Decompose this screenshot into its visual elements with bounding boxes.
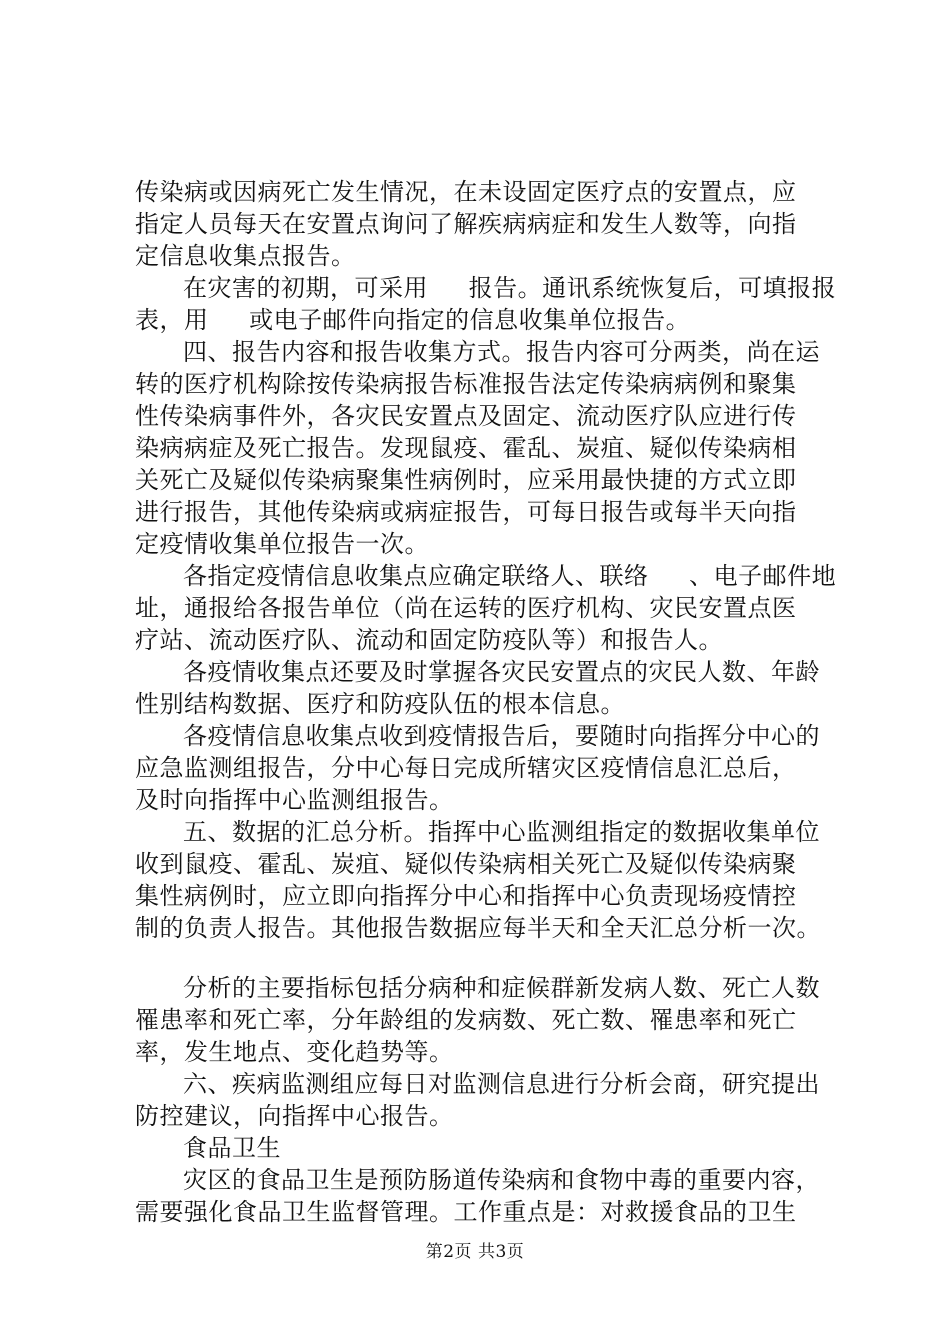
paragraph-gap [135, 944, 835, 972]
section-heading-four: 四、报告内容和报告收集方式。报告内容可分两类，尚在运 [183, 338, 820, 366]
paragraph-start: 各疫情信息收集点收到疫情报告后，要随时向指挥分中心的 [183, 722, 820, 750]
paragraph-start: 灾区的食品卫生是预防肠道传染病和食物中毒的重要内容， [183, 1166, 820, 1194]
text-line: 定疫情收集单位报告一次。 [135, 530, 429, 558]
text-line: 率，发生地点、变化趋势等。 [135, 1038, 454, 1066]
paragraph-start: 各疫情收集点还要及时掌握各灾民安置点的灾民人数、年龄 [183, 658, 820, 686]
paragraph-start: 在灾害的初期，可采用 报告。通讯系统恢复后，可填报报 [183, 274, 837, 302]
text-line: 性别结构数据、医疗和防疫队伍的根本信息。 [135, 690, 625, 718]
text-line: 关死亡及疑似传染病聚集性病例时，应采用最快捷的方式立即 [135, 466, 797, 494]
text-line: 防控建议，向指挥中心报告。 [135, 1102, 454, 1130]
section-heading-six: 六、疾病监测组应每日对监测信息进行分析会商，研究提出 [183, 1070, 820, 1098]
text-line: 染病病症及死亡报告。发现鼠疫、霍乱、炭疽、疑似传染病相 [135, 434, 797, 462]
document-body [135, 176, 835, 1228]
text-line: 需要强化食品卫生监督管理。工作重点是：对救援食品的卫生 [135, 1198, 797, 1226]
text-line: 指定人员每天在安置点询问了解疾病病症和发生人数等，向指 [135, 210, 797, 238]
text-line: 集性病例时，应立即向指挥分中心和指挥中心负责现场疫情控 [135, 882, 797, 910]
text-line: 应急监测组报告，分中心每日完成所辖灾区疫情信息汇总后， [135, 754, 797, 782]
text-line: 进行报告，其他传染病或病症报告，可每日报告或每半天向指 [135, 498, 797, 526]
section-heading-five: 五、数据的汇总分析。指挥中心监测组指定的数据收集单位 [183, 818, 820, 846]
text-line: 制的负责人报告。其他报告数据应每半天和全天汇总分析一次。 [135, 914, 821, 942]
text-line: 性传染病事件外，各灾民安置点及固定、流动医疗队应进行传 [135, 402, 797, 430]
text-line: 及时向指挥中心监测组报告。 [135, 786, 454, 814]
text-line: 传染病或因病死亡发生情况，在未设固定医疗点的安置点，应 [135, 178, 797, 206]
text-line: 转的医疗机构除按传染病报告标准报告法定传染病病例和聚集 [135, 370, 797, 398]
paragraph-start: 分析的主要指标包括分病种和症候群新发病人数、死亡人数 [183, 974, 820, 1002]
text-line: 罹患率和死亡率，分年龄组的发病数、死亡数、罹患率和死亡 [135, 1006, 797, 1034]
text-line: 表，用 或电子邮件向指定的信息收集单位报告。 [135, 306, 691, 334]
section-title-food-hygiene: 食品卫生 [183, 1134, 281, 1162]
page-number-footer: 第2页 共3页 [425, 1242, 525, 1262]
paragraph-start: 各指定疫情信息收集点应确定联络人、联络 、电子邮件地 [183, 562, 837, 590]
text-line: 疗站、流动医疗队、流动和固定防疫队等）和报告人。 [135, 626, 723, 654]
text-line: 址，通报给各报告单位（尚在运转的医疗机构、灾民安置点医 [135, 594, 797, 622]
text-line: 定信息收集点报告。 [135, 242, 356, 270]
text-line: 收到鼠疫、霍乱、炭疽、疑似传染病相关死亡及疑似传染病聚 [135, 850, 797, 878]
